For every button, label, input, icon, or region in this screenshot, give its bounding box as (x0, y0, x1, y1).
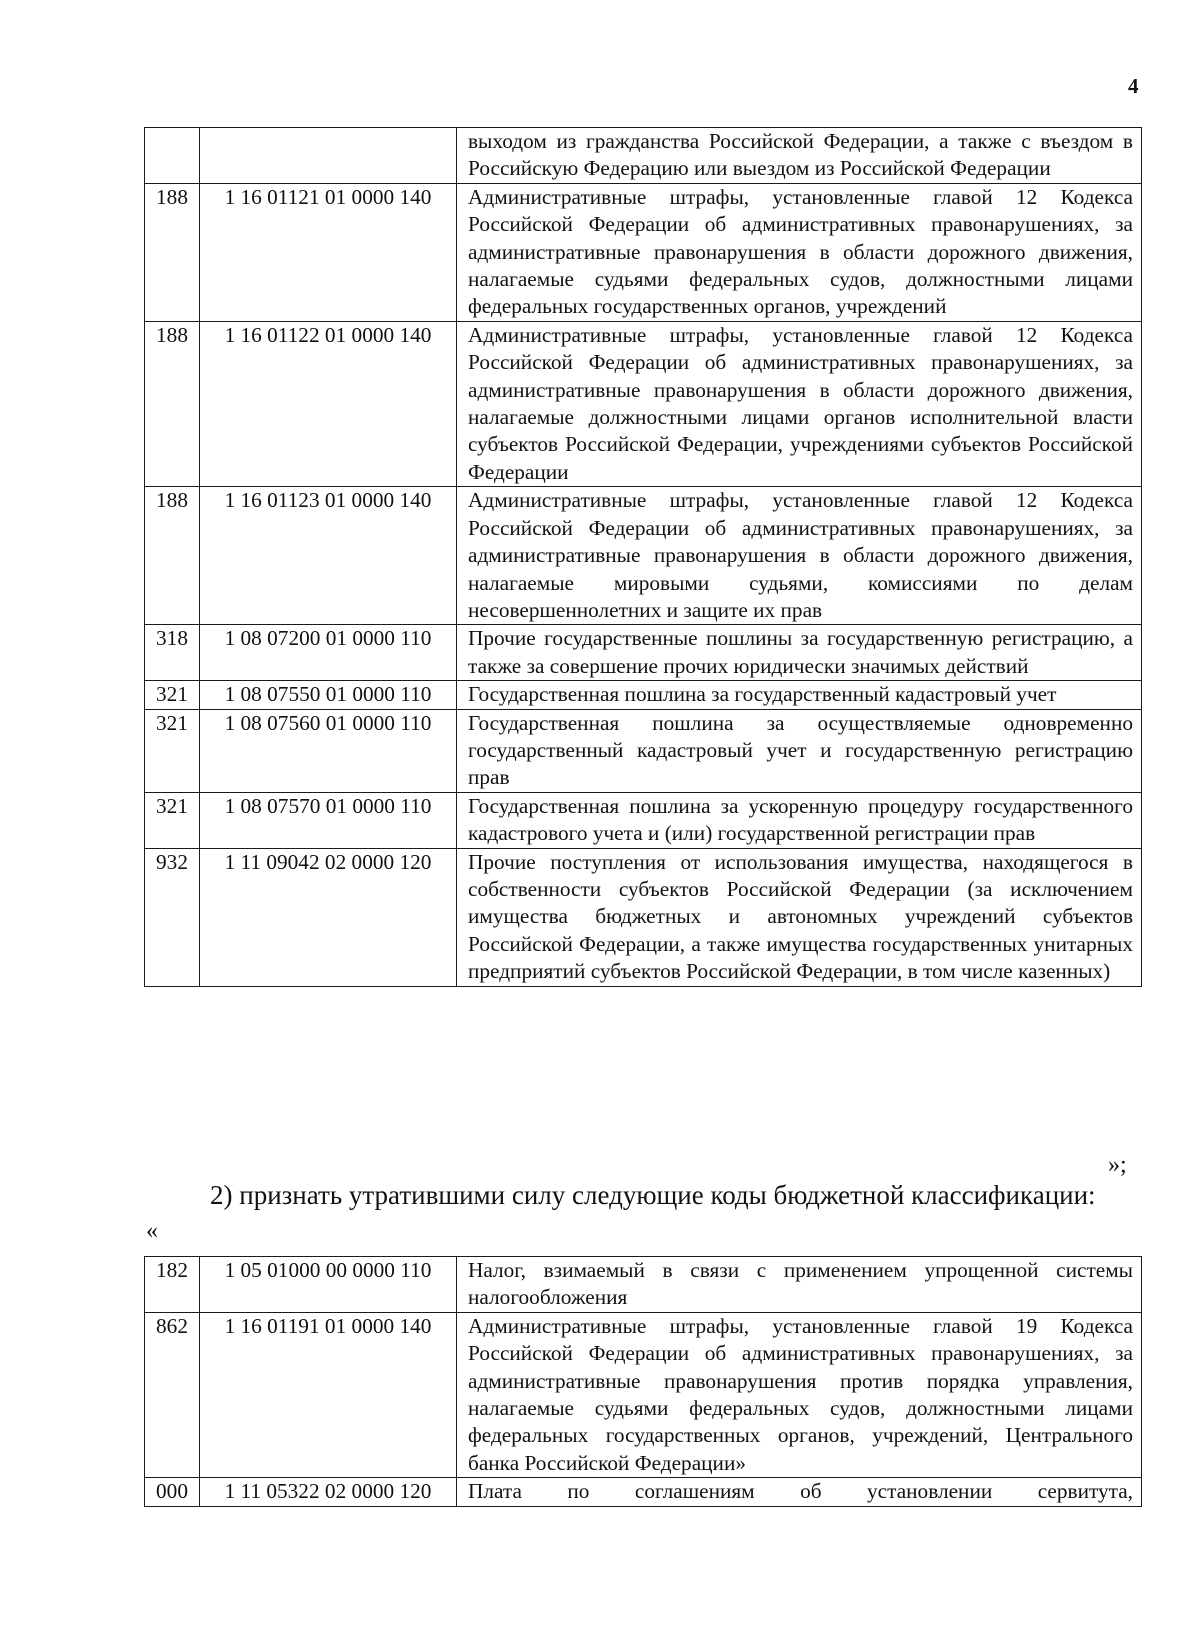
classification-code-cell: 1 16 01123 01 0000 140 (200, 487, 457, 625)
item-2-paragraph: 2) признать утратившими силу следующие коды бюджетной классификации: (210, 1180, 1096, 1210)
table-row (145, 848, 1142, 986)
classification-code-cell: 1 11 09042 02 0000 120 (200, 848, 457, 986)
description-cell: Административные штрафы, установленные главой 12 Кодекса Российской Федерации об административных правонарушениях, за административные правонарушения в области дорожного движения, налагаемые судьями федеральных судов, должностными лицами федеральных государственных органов, учреждений (457, 183, 1142, 321)
classification-code-cell: 1 08 07550 01 0000 110 (200, 681, 457, 709)
classification-code-cell: 1 16 01122 01 0000 140 (200, 321, 457, 486)
table-row (145, 625, 1142, 681)
classification-code-cell: 1 16 01121 01 0000 140 (200, 183, 457, 321)
table-row (145, 1257, 1142, 1313)
description-cell: выходом из гражданства Российской Федерации, а также с въездом в Российскую Федерацию или выездом из Российской Федерации (457, 128, 1142, 184)
admin-code-cell: 000 (145, 1478, 200, 1506)
classification-code-cell: 1 05 01000 00 0000 110 (200, 1257, 457, 1313)
table-row (145, 183, 1142, 321)
admin-code-cell: 188 (145, 321, 200, 486)
description-cell: Административные штрафы, установленные главой 12 Кодекса Российской Федерации об административных правонарушениях, за административные правонарушения в области дорожного движения, налагаемые должностными лицами органов исполнительной власти субъектов Российской Федерации, учреждениями субъектов Российской Федерации (457, 321, 1142, 486)
admin-code-cell: 188 (145, 487, 200, 625)
table-row (145, 681, 1142, 709)
admin-code-cell: 321 (145, 681, 200, 709)
admin-code-cell: 182 (145, 1257, 200, 1313)
description-cell: Государственная пошлина за ускоренную процедуру государственного кадастрового учета и (или) государственной регистрации прав (457, 792, 1142, 848)
description-cell: Государственная пошлина за государственный кадастровый учет (457, 681, 1142, 709)
table-row (145, 321, 1142, 486)
admin-code-cell: 321 (145, 792, 200, 848)
classification-code-cell: 1 11 05322 02 0000 120 (200, 1478, 457, 1506)
description-cell: Административные штрафы, установленные главой 19 Кодекса Российской Федерации об административных правонарушениях, за административные правонарушения против порядка управления, налагаемые судьями федеральных судов, должностными лицами федеральных государственных органов, учреждений, Центрального банка Российской Федерации» (457, 1312, 1142, 1477)
description-cell: Прочие государственные пошлины за государственную регистрацию, а также за совершение прочих юридически значимых действий (457, 625, 1142, 681)
table-row (145, 1478, 1142, 1506)
table-row (145, 709, 1142, 792)
classification-code-cell: 1 08 07560 01 0000 110 (200, 709, 457, 792)
page-number: 4 (1128, 74, 1139, 98)
description-cell: Плата по соглашениям об установлении сервитута, (457, 1478, 1142, 1506)
table-row (145, 792, 1142, 848)
table-row (145, 487, 1142, 625)
budget-codes-table (144, 127, 1142, 987)
opening-quote: « (146, 1218, 158, 1244)
table-row (145, 128, 1142, 184)
admin-code-cell: 318 (145, 625, 200, 681)
admin-code-cell: 932 (145, 848, 200, 986)
classification-code-cell: 1 08 07200 01 0000 110 (200, 625, 457, 681)
description-cell: Прочие поступления от использования имущества, находящегося в собственности субъектов Российской Федерации (за исключением имущества бюджетных и автономных учреждений субъектов Российской Федерации, а также имущества государственных унитарных предприятий субъектов Российской Федерации, в том числе казенных) (457, 848, 1142, 986)
admin-code-cell: 321 (145, 709, 200, 792)
classification-code-cell (200, 128, 457, 184)
description-cell: Государственная пошлина за осуществляемые одновременно государственный кадастровый учет и государственную регистрацию прав (457, 709, 1142, 792)
admin-code-cell: 862 (145, 1312, 200, 1477)
closing-quote: »; (1108, 1152, 1127, 1178)
description-cell: Налог, взимаемый в связи с применением упрощенной системы налогообложения (457, 1257, 1142, 1313)
table-row (145, 1312, 1142, 1477)
admin-code-cell: 188 (145, 183, 200, 321)
description-cell: Административные штрафы, установленные главой 12 Кодекса Российской Федерации об административных правонарушениях, за административные правонарушения в области дорожного движения, налагаемые мировыми судьями, комиссиями по делам несовершеннолетних и защите их прав (457, 487, 1142, 625)
admin-code-cell (145, 128, 200, 184)
repealed-codes-table (144, 1256, 1142, 1507)
classification-code-cell: 1 08 07570 01 0000 110 (200, 792, 457, 848)
classification-code-cell: 1 16 01191 01 0000 140 (200, 1312, 457, 1477)
